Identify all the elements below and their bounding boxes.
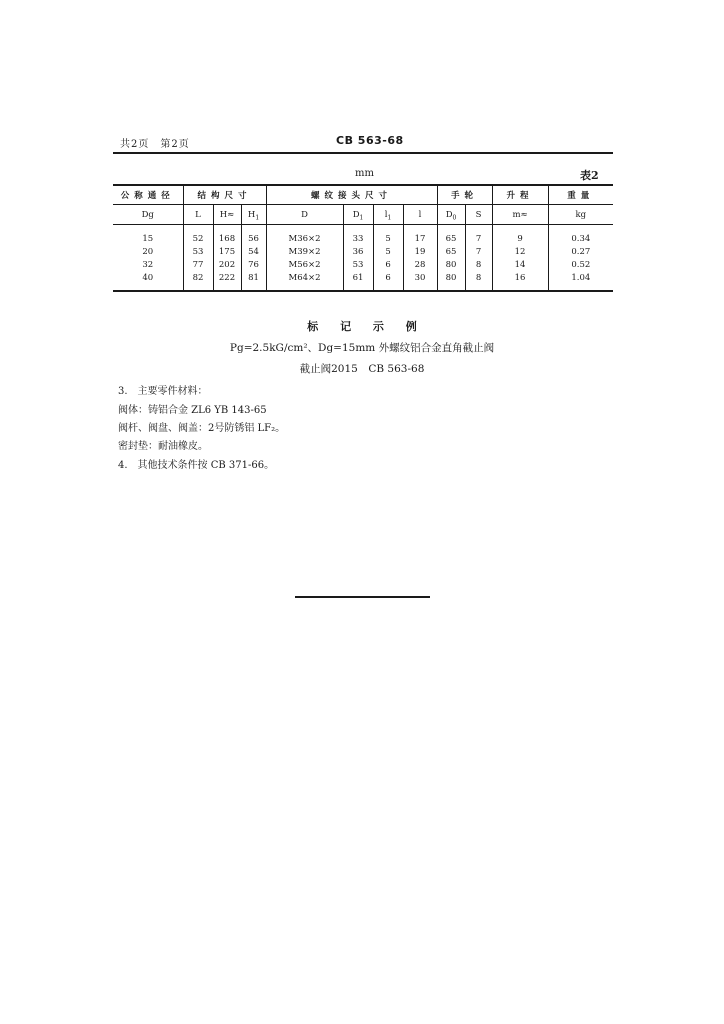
cell-h: 168 (213, 225, 241, 246)
subheader-l: L (183, 205, 213, 225)
subheader-l-small: l (403, 205, 437, 225)
cell-h1: 76 (241, 258, 266, 271)
subheader-l1: $l_1$ (373, 205, 403, 225)
cell-l-small: 28 (403, 258, 437, 271)
cell-kg: 1.04 (548, 271, 613, 291)
example-description: Pg=2.5kG/cm²、Dg=15mm 外螺纹铝合金直角截止阀 (229, 342, 495, 354)
cell-d1: 61 (343, 271, 373, 291)
cell-d: M36×2 (266, 225, 343, 246)
cell-l1: 6 (373, 258, 403, 271)
cell-d1: 36 (343, 245, 373, 258)
cell-d: M64×2 (266, 271, 343, 291)
cell-m: 14 (492, 258, 548, 271)
header-thread-joint-dimensions: 螺纹接头尺寸 (266, 185, 437, 205)
cell-h1: 54 (241, 245, 266, 258)
cell-d: M39×2 (266, 245, 343, 258)
subheader-d0: $D_0$ (437, 205, 465, 225)
note-item-4: 4. 其他技术条件按 CB 371-66。 (118, 460, 275, 471)
cell-h: 202 (213, 258, 241, 271)
table-sub-header-row (113, 205, 613, 225)
cell-d: M56×2 (266, 258, 343, 271)
standard-number: CB 563-68 (336, 134, 404, 147)
header-structure-dimensions: 结构尺寸 (183, 185, 266, 205)
table-row (113, 245, 613, 258)
cell-l1: 5 (373, 245, 403, 258)
cell-l1: 5 (373, 225, 403, 246)
header-weight: 重量 (548, 185, 613, 205)
subheader-h1: $H_1$ (241, 205, 266, 225)
cell-m: 9 (492, 225, 548, 246)
header-nominal-bore: 公称通径 (113, 185, 183, 205)
header-lift: 升程 (492, 185, 548, 205)
cell-l1: 6 (373, 271, 403, 291)
cell-dg: 20 (142, 246, 154, 257)
subheader-h: H≈ (213, 205, 241, 225)
table-unit: mm (355, 168, 374, 179)
table-row (113, 258, 613, 271)
cell-d1: 53 (343, 258, 373, 271)
cell-m: 16 (492, 271, 548, 291)
cell-dg: 15 (142, 233, 154, 244)
page-info: 共2页 第2页 (120, 139, 190, 150)
cell-kg: 0.52 (548, 258, 613, 271)
cell-dg: 40 (142, 272, 154, 283)
cell-kg: 0.27 (548, 245, 613, 258)
cell-h1: 56 (241, 225, 266, 246)
cell-l: 53 (183, 245, 213, 258)
cell-dg: 32 (142, 259, 154, 270)
cell-h: 175 (213, 245, 241, 258)
example-heading: 标 记 示 例 (307, 320, 417, 333)
end-rule (295, 596, 430, 598)
note-item-3: 3. 主要零件材料： (118, 386, 208, 397)
cell-m: 12 (492, 245, 548, 258)
cell-l-small: 19 (403, 245, 437, 258)
cell-l: 77 (183, 258, 213, 271)
cell-d0: 80 (437, 258, 465, 271)
cell-s: 8 (465, 271, 492, 291)
note-body-material: 阀体：铸铝合金 ZL6 YB 143-65 (118, 405, 267, 416)
cell-l-small: 30 (403, 271, 437, 291)
cell-l: 82 (183, 271, 213, 291)
cell-d0: 65 (437, 245, 465, 258)
cell-l: 52 (183, 225, 213, 246)
subheader-kg: kg (548, 205, 613, 225)
cell-s: 7 (465, 245, 492, 258)
cell-kg: 0.34 (548, 225, 613, 246)
cell-h1: 81 (241, 271, 266, 291)
table-row (113, 271, 613, 291)
table-group-header-row (113, 185, 613, 205)
cell-s: 7 (465, 225, 492, 246)
cell-d0: 65 (437, 225, 465, 246)
table-label: 表2 (580, 169, 599, 182)
specification-table (113, 184, 613, 292)
cell-l-small: 17 (403, 225, 437, 246)
note-gasket-material: 密封垫：耐油橡皮。 (118, 441, 208, 452)
subheader-d1: $D_1$ (343, 205, 373, 225)
subheader-d: D (266, 205, 343, 225)
example-designation: 截止阀2015 CB 563-68 (299, 363, 425, 375)
cell-d1: 33 (343, 225, 373, 246)
table-row (113, 225, 613, 246)
subheader-s: S (465, 205, 492, 225)
subheader-dg: Dg (113, 205, 183, 225)
subheader-m: m≈ (492, 205, 548, 225)
cell-d0: 80 (437, 271, 465, 291)
header-handwheel: 手轮 (437, 185, 492, 205)
header-rule (113, 152, 613, 154)
cell-s: 8 (465, 258, 492, 271)
cell-h: 222 (213, 271, 241, 291)
note-stem-material: 阀杆、阀盘、阀盖：2号防锈铝 LF₂。 (118, 423, 286, 434)
